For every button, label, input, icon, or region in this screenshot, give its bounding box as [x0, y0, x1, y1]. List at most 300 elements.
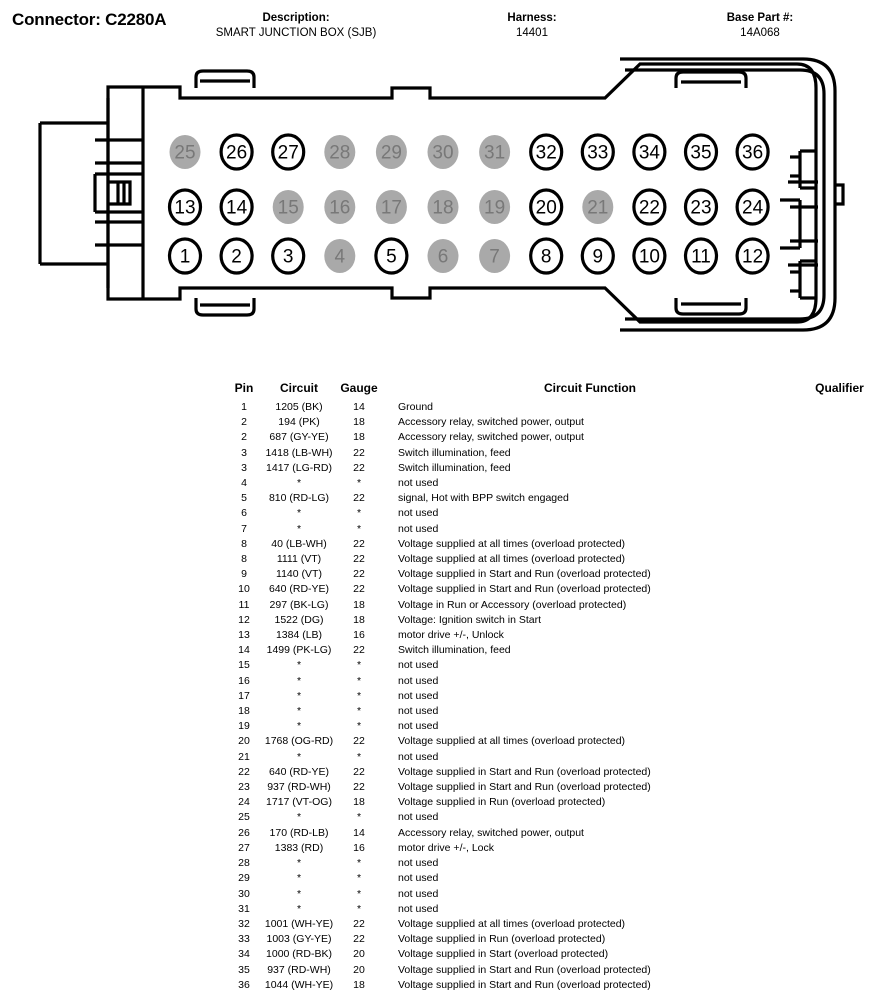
table-row — [0, 537, 879, 552]
gauge-cell: 16 — [353, 629, 365, 642]
qualifier-cell — [800, 446, 879, 461]
gauge-cell: * — [356, 689, 362, 702]
table-row — [0, 582, 879, 597]
gauge-cell: * — [356, 902, 362, 915]
pin-cell: 31 — [238, 902, 250, 915]
pin-cell: 10 — [238, 583, 250, 596]
gauge-cell: 14 — [353, 401, 365, 413]
row-spacer-cell — [0, 567, 228, 582]
gauge-cell: 18 — [353, 796, 365, 809]
function-cell: Ground — [398, 401, 434, 413]
function-cell: not used — [398, 477, 439, 490]
table-row — [0, 430, 879, 445]
pin-21[interactable] — [582, 190, 613, 224]
circuit-cell: 1044 (WH-YE) — [264, 978, 334, 991]
pin-number-9: 9 — [592, 246, 604, 268]
pin-number-30: 30 — [432, 142, 454, 164]
row-spacer-cell — [0, 537, 228, 552]
gauge-cell: * — [356, 659, 362, 672]
pin-cell: 3 — [241, 461, 247, 474]
table-row — [0, 871, 879, 886]
qualifier-cell — [800, 628, 879, 643]
gauge-cell: 18 — [353, 978, 365, 991]
table-row — [0, 826, 879, 841]
circuit-cell: 1522 (DG) — [274, 613, 324, 626]
function-cell: not used — [398, 659, 439, 672]
gauge-cell: 22 — [353, 917, 365, 930]
row-spacer-cell — [0, 917, 228, 932]
qualifier-cell — [800, 887, 879, 902]
qualifier-cell — [800, 567, 879, 582]
pin-15[interactable] — [273, 190, 304, 224]
base-part-label: Base Part #: — [726, 12, 794, 24]
row-spacer-cell — [0, 978, 228, 993]
gauge-cell: 18 — [353, 613, 365, 626]
pin-20[interactable] — [531, 190, 562, 224]
qualifier-cell — [800, 613, 879, 628]
gauge-cell: * — [356, 674, 362, 687]
qualifier-cell — [800, 522, 879, 537]
function-cell: Voltage supplied in Start and Run (overload protected) — [398, 781, 651, 794]
table-row — [0, 522, 879, 537]
pin-11[interactable] — [686, 239, 717, 273]
function-cell: Voltage supplied in Start (overload protected) — [398, 948, 609, 961]
table-row — [0, 415, 879, 430]
table-header-row — [0, 380, 879, 400]
pin-number-24: 24 — [742, 197, 764, 219]
pin-22[interactable] — [634, 190, 665, 224]
pin-cell: 28 — [238, 857, 250, 870]
row-spacer-cell — [0, 506, 228, 521]
pin-number-31: 31 — [484, 142, 506, 164]
function-cell: not used — [398, 750, 439, 763]
function-cell: Voltage supplied at all times (overload protected) — [398, 537, 626, 550]
function-cell: not used — [398, 522, 439, 535]
gauge-cell: * — [356, 811, 362, 824]
gauge-cell: 22 — [353, 537, 365, 550]
pin-13[interactable] — [170, 190, 201, 224]
function-cell: Voltage supplied in Run (overload protected) — [398, 796, 606, 809]
row-spacer-cell — [0, 719, 228, 734]
pin-number-33: 33 — [587, 142, 609, 164]
pin-number-21: 21 — [587, 197, 609, 219]
circuit-cell: 937 (RD-WH) — [267, 963, 331, 976]
row-spacer-cell — [0, 400, 228, 415]
qualifier-cell — [800, 415, 879, 430]
function-cell: Voltage supplied at all times (overload protected) — [398, 917, 626, 930]
circuit-cell: 1768 (OG-RD) — [264, 735, 334, 748]
pin-17[interactable] — [376, 190, 407, 224]
function-cell: Voltage supplied in Start and Run (overload protected) — [398, 963, 651, 976]
pin-8[interactable] — [531, 239, 562, 273]
pin-number-26: 26 — [226, 142, 248, 164]
circuit-cell: 1001 (WH-YE) — [264, 917, 334, 930]
harness-column — [452, 11, 612, 41]
pin-cell: 27 — [238, 841, 250, 854]
table-row — [0, 658, 879, 673]
pin-number-3: 3 — [282, 246, 294, 268]
circuit-cell: * — [296, 902, 302, 915]
circuit-cell: 170 (RD-LB) — [269, 826, 329, 839]
pin-31[interactable] — [479, 135, 510, 169]
qualifier-cell — [800, 400, 879, 415]
function-cell: not used — [398, 507, 439, 520]
circuit-cell: 1140 (VT) — [276, 568, 322, 581]
row-spacer-cell — [0, 446, 228, 461]
circuit-cell: 1111 (VT) — [276, 553, 322, 566]
pin-19[interactable] — [479, 190, 510, 224]
table-row — [0, 750, 879, 765]
qualifier-cell — [800, 598, 879, 613]
function-cell: not used — [398, 674, 439, 687]
table-row — [0, 461, 879, 476]
circuit-cell: * — [296, 705, 302, 718]
gauge-cell: * — [356, 720, 362, 733]
circuit-cell: 640 (RD-YE) — [268, 765, 330, 778]
table-row — [0, 780, 879, 795]
row-spacer-cell — [0, 522, 228, 537]
pin-assignment-table — [0, 380, 879, 993]
function-cell: motor drive +/-, Unlock — [398, 629, 504, 642]
function-cell: Voltage supplied in Start and Run (overload protected) — [398, 978, 651, 991]
pin-cell: 11 — [238, 598, 250, 611]
qualifier-cell — [800, 765, 879, 780]
pin-35[interactable] — [686, 135, 717, 169]
base-part-value: 14A068 — [740, 27, 780, 39]
function-cell: Voltage supplied at all times (overload protected) — [398, 735, 626, 748]
pin-2[interactable] — [221, 239, 252, 273]
pin-cell: 16 — [238, 674, 250, 687]
row-spacer-cell — [0, 902, 228, 917]
qualifier-cell — [800, 932, 879, 947]
table-row — [0, 795, 879, 810]
pin-5[interactable] — [376, 239, 407, 273]
pin-23[interactable] — [686, 190, 717, 224]
pin-7[interactable] — [479, 239, 510, 273]
column-header-function: Circuit Function — [544, 381, 636, 395]
table-row — [0, 856, 879, 871]
row-spacer-cell — [0, 841, 228, 856]
qualifier-cell — [800, 537, 879, 552]
function-cell: not used — [398, 872, 439, 885]
pin-number-19: 19 — [484, 197, 506, 219]
table-row — [0, 613, 879, 628]
row-spacer-cell — [0, 491, 228, 506]
pin-29[interactable] — [376, 135, 407, 169]
pin-cell: 8 — [241, 553, 247, 566]
pin-number-12: 12 — [742, 246, 764, 268]
function-cell: Voltage supplied in Run (overload protected) — [398, 933, 606, 946]
circuit-cell: 1205 (BK) — [275, 401, 323, 413]
pin-number-20: 20 — [535, 197, 557, 219]
qualifier-cell — [800, 704, 879, 719]
row-spacer-cell — [0, 476, 228, 491]
gauge-cell: 22 — [353, 781, 365, 794]
pin-number-6: 6 — [437, 246, 449, 268]
pin-33[interactable] — [582, 135, 613, 169]
gauge-cell: 22 — [353, 568, 365, 581]
function-cell: not used — [398, 705, 439, 718]
pin-16[interactable] — [324, 190, 355, 224]
row-spacer-cell — [0, 947, 228, 962]
table-row — [0, 719, 879, 734]
circuit-cell: 640 (RD-YE) — [268, 583, 330, 596]
pin-cell: 6 — [241, 507, 247, 520]
qualifier-cell — [800, 750, 879, 765]
harness-label: Harness: — [507, 12, 557, 24]
table-row — [0, 765, 879, 780]
circuit-cell: 1499 (PK-LG) — [266, 644, 332, 657]
pin-number-10: 10 — [638, 246, 660, 268]
row-spacer-cell — [0, 826, 228, 841]
table-row — [0, 446, 879, 461]
pin-grid — [170, 135, 769, 273]
pin-number-2: 2 — [231, 246, 242, 268]
pin-number-34: 34 — [638, 142, 660, 164]
table-row — [0, 643, 879, 658]
pin-number-36: 36 — [742, 142, 764, 164]
pin-number-28: 28 — [329, 142, 351, 164]
pin-cell: 4 — [241, 477, 247, 490]
qualifier-cell — [800, 963, 879, 978]
table-row — [0, 887, 879, 902]
gauge-cell: 22 — [353, 492, 365, 505]
table-row — [0, 963, 879, 978]
row-spacer-cell — [0, 810, 228, 825]
pin-14[interactable] — [221, 190, 252, 224]
function-cell: Voltage supplied in Start and Run (overload protected) — [398, 568, 651, 581]
qualifier-cell — [800, 871, 879, 886]
function-cell: Voltage supplied in Start and Run (overload protected) — [398, 583, 651, 596]
qualifier-cell — [800, 795, 879, 810]
pin-number-17: 17 — [380, 197, 402, 219]
pin-number-29: 29 — [380, 142, 402, 164]
pin-36[interactable] — [737, 135, 768, 169]
circuit-cell: * — [296, 659, 302, 672]
gauge-cell: * — [356, 872, 362, 885]
function-cell: not used — [398, 857, 439, 870]
circuit-cell: 40 (LB-WH) — [271, 537, 327, 550]
pin-number-16: 16 — [329, 197, 351, 219]
row-spacer-cell — [0, 643, 228, 658]
row-spacer-cell — [0, 674, 228, 689]
circuit-cell: 937 (RD-WH) — [267, 781, 331, 794]
table-row — [0, 978, 879, 993]
gauge-cell: 22 — [353, 553, 365, 566]
pin-12[interactable] — [737, 239, 768, 273]
gauge-cell: * — [356, 887, 362, 900]
pin-cell: 1 — [241, 401, 247, 413]
function-cell: Switch illumination, feed — [398, 644, 511, 657]
pin-number-5: 5 — [386, 246, 397, 268]
circuit-cell: 1384 (LB) — [275, 629, 323, 642]
qualifier-cell — [800, 552, 879, 567]
pin-cell: 25 — [238, 811, 250, 824]
gauge-cell: 16 — [353, 841, 365, 854]
pin-26[interactable] — [221, 135, 252, 169]
row-spacer-cell — [0, 658, 228, 673]
qualifier-cell — [800, 902, 879, 917]
pin-number-4: 4 — [334, 246, 346, 268]
qualifier-cell — [800, 780, 879, 795]
circuit-cell: * — [296, 872, 302, 885]
table-row — [0, 704, 879, 719]
gauge-cell: 22 — [353, 933, 365, 946]
pin-number-22: 22 — [638, 197, 660, 219]
row-spacer-cell — [0, 963, 228, 978]
pin-number-32: 32 — [535, 142, 557, 164]
gauge-cell: * — [356, 507, 362, 520]
table-row — [0, 598, 879, 613]
qualifier-cell — [800, 506, 879, 521]
gauge-cell: 18 — [353, 598, 365, 611]
function-cell: motor drive +/-, Lock — [398, 841, 494, 854]
pin-30[interactable] — [428, 135, 459, 169]
table-row — [0, 734, 879, 749]
pin-25[interactable] — [170, 135, 201, 169]
row-spacer-cell — [0, 795, 228, 810]
connector-diagram — [0, 52, 879, 352]
pin-28[interactable] — [324, 135, 355, 169]
row-spacer-cell — [0, 689, 228, 704]
gauge-cell: 14 — [353, 826, 365, 839]
pin-cell: 9 — [241, 568, 247, 581]
row-spacer-cell — [0, 780, 228, 795]
qualifier-cell — [800, 917, 879, 932]
circuit-cell: * — [296, 750, 302, 763]
table-row — [0, 902, 879, 917]
circuit-cell: 297 (BK-LG) — [269, 598, 329, 611]
pin-cell: 29 — [238, 872, 250, 885]
table-row — [0, 491, 879, 506]
function-cell: Accessory relay, switched power, output — [398, 826, 584, 839]
gauge-cell: 22 — [353, 446, 365, 459]
qualifier-cell — [800, 734, 879, 749]
pin-cell: 7 — [241, 522, 247, 535]
circuit-cell: 1717 (VT-OG) — [266, 796, 332, 809]
pin-cell: 19 — [238, 720, 250, 733]
pin-cell: 8 — [241, 537, 247, 550]
pin-27[interactable] — [273, 135, 304, 169]
pin-number-7: 7 — [489, 246, 500, 268]
function-cell: not used — [398, 811, 439, 824]
pin-number-1: 1 — [179, 246, 191, 268]
table-spacer-cell — [0, 380, 228, 400]
pin-cell: 2 — [241, 416, 247, 429]
pin-1[interactable] — [170, 239, 201, 273]
table-row — [0, 506, 879, 521]
circuit-cell: 1003 (GY-YE) — [266, 933, 332, 946]
pin-number-13: 13 — [174, 197, 196, 219]
table-row — [0, 841, 879, 856]
pin-number-23: 23 — [690, 197, 712, 219]
pin-number-18: 18 — [432, 197, 454, 219]
row-spacer-cell — [0, 552, 228, 567]
qualifier-cell — [800, 461, 879, 476]
circuit-cell: 1418 (LB-WH) — [265, 446, 333, 459]
page-header — [0, 0, 879, 52]
pin-cell: 2 — [241, 431, 247, 444]
row-spacer-cell — [0, 461, 228, 476]
pin-cell: 5 — [241, 492, 247, 505]
qualifier-cell — [800, 826, 879, 841]
gauge-cell: 22 — [353, 735, 365, 748]
pin-10[interactable] — [634, 239, 665, 273]
pin-6[interactable] — [428, 239, 459, 273]
gauge-cell: 20 — [353, 963, 365, 976]
table-row — [0, 628, 879, 643]
qualifier-cell — [800, 810, 879, 825]
pin-9[interactable] — [582, 239, 613, 273]
pin-3[interactable] — [273, 239, 304, 273]
table-row — [0, 689, 879, 704]
circuit-cell: * — [296, 477, 302, 490]
table-row — [0, 476, 879, 491]
pin-cell: 12 — [238, 613, 250, 626]
qualifier-cell — [800, 430, 879, 445]
pin-cell: 14 — [238, 644, 250, 657]
gauge-cell: 18 — [353, 416, 365, 429]
base-part-column — [672, 11, 848, 41]
pin-cell: 21 — [238, 750, 250, 763]
pin-cell: 23 — [238, 781, 250, 794]
function-cell: not used — [398, 689, 439, 702]
qualifier-cell — [800, 643, 879, 658]
pin-number-11: 11 — [691, 246, 711, 268]
pin-cell: 33 — [238, 933, 250, 946]
qualifier-cell — [800, 719, 879, 734]
circuit-cell: 1000 (RD-BK) — [266, 948, 332, 961]
pin-24[interactable] — [737, 190, 768, 224]
circuit-cell: 1383 (RD) — [274, 841, 324, 854]
pin-cell: 22 — [238, 765, 250, 778]
pin-cell: 30 — [238, 887, 250, 900]
row-spacer-cell — [0, 628, 228, 643]
gauge-cell: * — [356, 705, 362, 718]
gauge-cell: * — [356, 750, 362, 763]
circuit-cell: 687 (GY-YE) — [269, 431, 329, 444]
pin-number-25: 25 — [174, 142, 196, 164]
table-row — [0, 932, 879, 947]
row-spacer-cell — [0, 613, 228, 628]
gauge-cell: * — [356, 522, 362, 535]
pin-cell: 17 — [238, 689, 250, 702]
circuit-cell: * — [296, 887, 302, 900]
pin-number-15: 15 — [277, 197, 299, 219]
pin-34[interactable] — [634, 135, 665, 169]
function-cell: Voltage in Run or Accessory (overload protected) — [398, 598, 627, 611]
table-row — [0, 947, 879, 962]
pin-32[interactable] — [531, 135, 562, 169]
qualifier-cell — [800, 841, 879, 856]
pin-18[interactable] — [428, 190, 459, 224]
function-cell: Voltage supplied in Start and Run (overload protected) — [398, 765, 651, 778]
pin-cell: 36 — [238, 978, 250, 991]
function-cell: Accessory relay, switched power, output — [398, 416, 584, 429]
gauge-cell: * — [356, 857, 362, 870]
pin-4[interactable] — [324, 239, 355, 273]
row-spacer-cell — [0, 871, 228, 886]
column-header-gauge: Gauge — [340, 381, 378, 395]
row-spacer-cell — [0, 750, 228, 765]
gauge-cell: * — [356, 477, 362, 490]
pin-cell: 15 — [238, 659, 250, 672]
gauge-cell: 22 — [353, 765, 365, 778]
row-spacer-cell — [0, 430, 228, 445]
qualifier-cell — [800, 658, 879, 673]
pin-number-35: 35 — [690, 142, 712, 164]
function-cell: Switch illumination, feed — [398, 446, 511, 459]
